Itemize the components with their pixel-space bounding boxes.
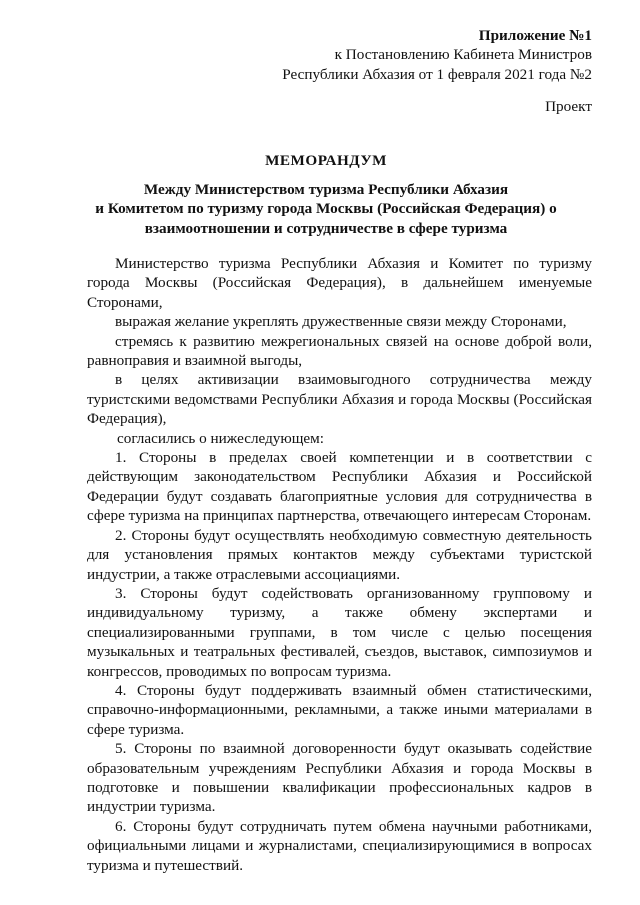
clause-paragraph: 2. Стороны будут осуществлять необходимую совместную деятельность для установления прямых контактов между субъектами туристской индустрии, а также отраслевыми ассоциациями.: [87, 526, 592, 583]
appendix-header: [282, 26, 592, 84]
preamble-paragraph: в целях активизации взаимовыгодного сотрудничества между туристскими ведомствами Республики Абхазия и города Москвы (Российская Федерация),: [87, 371, 592, 428]
clause-paragraph: 6. Стороны будут сотрудничать путем обмена научными работниками, официальными лицами и журналистами, специализирующимися в вопросах туризма и путешествий.: [87, 817, 592, 874]
memo-subtitle-line: Между Министерством туризма Республики Абхазия: [143, 181, 509, 198]
draft-label: Проект: [545, 98, 592, 115]
preamble-paragraph: согласились о нижеследующем:: [117, 429, 325, 447]
appendix-reference-line-2: Республики Абхазия от 1 февраля 2021 года №2: [282, 65, 592, 83]
memo-body: [87, 254, 592, 875]
preamble-paragraph: выражая желание укреплять дружественные связи между Сторонами,: [115, 313, 567, 331]
clause-paragraph: 1. Стороны в пределах своей компетенции и в соответствии с действующим законодательством Республики Абхазия и Российской Федерации будут создавать благоприятные условия для сотрудничества в сфере туризма на принципах партнерства, отвечающего интересам Сторонам.: [87, 449, 592, 525]
appendix-title: Приложение №1: [478, 27, 592, 44]
preamble-paragraph: Министерство туризма Республики Абхазия и Комитет по туризму города Москвы (Российская Федерация), в дальнейшем именуемые Сторонами,: [87, 255, 592, 311]
memo-subtitle-line: взаимоотношении и сотрудничестве в сфере туризма: [144, 219, 508, 237]
preamble-paragraph: стремясь к развитию межрегиональных связей на основе доброй воли, равноправия и взаимной выгоды,: [87, 332, 592, 370]
memo-title: МЕМОРАНДУМ: [265, 152, 387, 169]
clause-paragraph: 5. Стороны по взаимной договоренности будут оказывать содействие образовательным учреждениям Республики Абхазия и города Москвы в подготовке и повышении квалификации профессиональных кадров в индустрии туризма.: [87, 740, 592, 816]
memo-subtitle-line: и Комитетом по туризму города Москвы (Российская Федерация) о: [95, 200, 557, 218]
clause-paragraph: 3. Стороны будут содействовать организованному групповому и индивидуальному туризму, а также обмену экспертами и специализированными группами, в том числе с целью посещения музыкальных и театральных фестивалей, съездов, выставок, симпозиумов и конгрессов, проводимых по вопросам туризма.: [87, 584, 592, 680]
appendix-reference-line-1: к Постановлению Кабинета Министров: [334, 46, 592, 64]
clause-paragraph: 4. Стороны будут поддерживать взаимный обмен статистическими, справочно-информационными, рекламными, а также иными материалами в сфере туризма.: [87, 681, 592, 738]
memo-subtitle: [60, 180, 592, 238]
